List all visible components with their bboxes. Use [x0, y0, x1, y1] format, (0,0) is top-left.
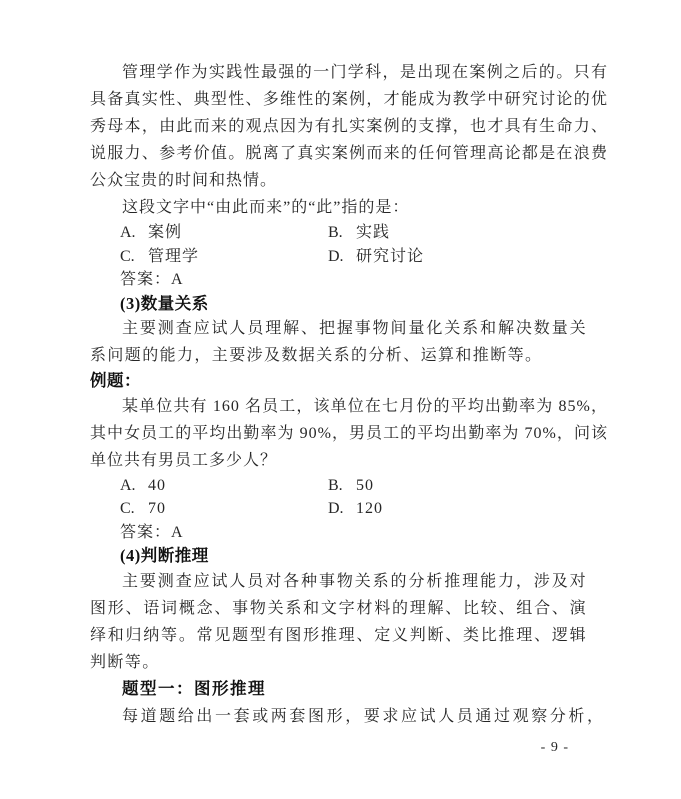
option-a [120, 474, 328, 498]
option-d-label: D. [328, 500, 344, 517]
section-heading-quantity: (3)数量关系 [120, 293, 209, 313]
question1-stem: 这段文字中“由此而来”的“此”指的是： [122, 199, 410, 216]
example-label: 例题： [90, 371, 141, 390]
option-c-text: 70 [148, 500, 166, 517]
question1-answer: 答案：A [120, 271, 184, 288]
option-d [328, 497, 383, 521]
quantity-description: 主要测查应试人员理解、把握事物间量化关系和解决数量关系问题的能力，主要涉及数据关系的分析、运算和推断等。 [90, 320, 587, 364]
option-d [328, 245, 424, 269]
question-type-heading: 题型一：图形推理 [122, 678, 266, 698]
page-number: - 9 - [540, 740, 569, 755]
option-b-text: 实践 [356, 224, 391, 241]
option-c [120, 245, 328, 269]
question2-stem: 某单位共有 160 名员工，该单位在七月份的平均出勤率为 85%，其中女员工的平均出勤率为 90%，男员工的平均出勤率为 70%，问该单位共有男员工多少人？ [90, 397, 608, 469]
question2-answer: 答案：A [120, 523, 184, 541]
option-b [328, 221, 390, 245]
question2-options-row-ab [90, 474, 608, 498]
intro-paragraph: 管理学作为实践性最强的一门学科，是出现在案例之后的。只有具备真实性、典型性、多维性的案例，才能成为教学中研究讨论的优秀母本，由此而来的观点因为有扎实案例的支撑，也才具有生命力、说服力、参考价值。脱离了真实案例而来的任何管理高论都是在浪费公众宝贵的时间和热情。 [90, 64, 608, 189]
judgment-body-line: 每道题给出一套或两套图形，要求应试人员通过观察分析， [122, 707, 606, 725]
option-c [120, 497, 328, 521]
option-a-label: A. [120, 224, 136, 241]
option-d-label: D. [328, 247, 344, 265]
question2-options-row-cd [90, 497, 608, 521]
question1-options-row-cd [90, 245, 608, 269]
option-b-text: 50 [356, 476, 374, 494]
option-c-text: 管理学 [148, 247, 200, 265]
option-c-label: C. [120, 500, 135, 517]
option-a [120, 221, 328, 245]
section-heading-judgment: (4)判断推理 [120, 546, 209, 565]
option-d-text: 120 [356, 500, 383, 517]
option-b [328, 474, 374, 498]
judgment-description: 主要测查应试人员对各种事物关系的分析推理能力，涉及对图形、语词概念、事物关系和文字材料的理解、比较、组合、演绎和归纳等。常见题型有图形推理、定义判断、类比推理、逻辑判断等。 [90, 572, 587, 671]
option-a-text: 案例 [148, 224, 183, 241]
option-b-label: B. [328, 476, 343, 494]
option-d-text: 研究讨论 [356, 247, 425, 265]
option-a-label: A. [120, 476, 136, 494]
option-c-label: C. [120, 247, 135, 265]
option-b-label: B. [328, 224, 343, 241]
question1-options-row-ab [90, 221, 608, 245]
option-a-text: 40 [148, 476, 166, 494]
